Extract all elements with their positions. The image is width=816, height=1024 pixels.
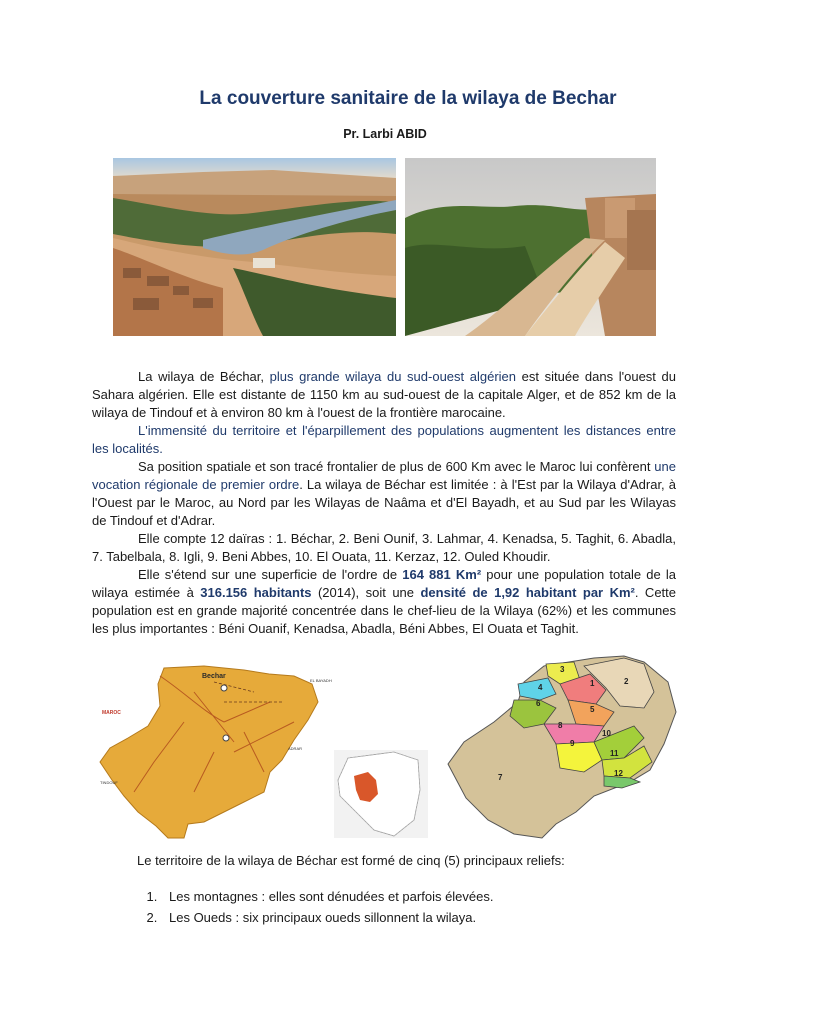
document-title: La couverture sanitaire de la wilaya de Bechar — [199, 88, 617, 109]
reliefs-section — [137, 852, 677, 930]
dairas-map — [444, 652, 680, 842]
list-item: 1. Les montagnes : elles sont dénudées et parfois élevées. — [161, 888, 677, 906]
map-tindouf-label: TINDOUF — [100, 780, 118, 785]
daira-label-11: 11 — [610, 749, 619, 758]
daira-label-2: 2 — [624, 677, 629, 686]
ksar-palm-grove-photo — [405, 158, 656, 336]
paragraph-position: Sa position spatiale et son tracé frontalier de plus de 600 Km avec le Maroc lui confèrent une vocation régionale de premier ordre. La wilaya de Béchar est limitée : à l'Est par la Wilaya d'Adrar, à l'Ouest par le Maroc, au Nord par les Wilayas de Naâma et d'El Bayadh, et au Sud par les Wilayas de Tindouf et d'Adrar. — [92, 459, 676, 528]
list-item: 2. Les Oueds : six principaux oueds sillonnent la wilaya. — [161, 909, 677, 927]
map-maroc-label: MAROC — [102, 710, 121, 716]
paragraph-dairas: Elle compte 12 daïras : 1. Béchar, 2. Beni Ounif, 3. Lahmar, 4. Kenadsa, 5. Taghit, 6. Abadla, 7. Tabelbala, 8. Igli, 9. Beni Abbes, 10. El Ouata, 11. Kerzaz, 12. Ouled Khoudir. — [92, 531, 676, 564]
paragraph-immensity: L'immensité du territoire et l'éparpillement des populations augmentent les distances entre les localités. — [92, 423, 676, 456]
river-oasis-photo — [113, 158, 396, 336]
algeria-locator-map — [334, 750, 428, 838]
daira-label-1: 1 — [590, 679, 595, 688]
daira-label-7: 7 — [498, 773, 503, 782]
author-name: Pr. Larbi ABID — [343, 127, 427, 141]
reliefs-intro: Le territoire de la wilaya de Béchar est formé de cinq (5) principaux reliefs: — [137, 853, 565, 868]
daira-label-10: 10 — [602, 729, 611, 738]
daira-label-6: 6 — [536, 699, 541, 708]
daira-label-5: 5 — [590, 705, 595, 714]
map-city-label: Bechar — [202, 673, 226, 680]
daira-label-9: 9 — [570, 739, 575, 748]
map-adrar-label: ADRAR — [288, 746, 303, 751]
body-text — [92, 368, 676, 638]
daira-label-8: 8 — [558, 721, 563, 730]
paragraph-population: Elle s'étend sur une superficie de l'ordre de 164 881 Km² pour une population totale de la wilaya estimée à 316.156 habitants (2014), soit une densité de 1,92 habitant par Km². Cette population est en grande majorité concentrée dans le chef-lieu de la Wilaya (62%) et les communes les plus importantes : Béni Ouanif, Kenadsa, Abadla, Béni Abbes, El Ouata et Taghit. — [92, 567, 677, 636]
map-el-bayadh-label: EL BAYADH — [310, 678, 332, 683]
reliefs-list — [137, 888, 677, 927]
daira-label-12: 12 — [614, 769, 623, 778]
wilaya-road-map — [94, 662, 332, 838]
daira-label-4: 4 — [538, 683, 543, 692]
daira-label-3: 3 — [560, 665, 565, 674]
paragraph-location: La wilaya de Béchar, plus grande wilaya du sud-ouest algérien est située dans l'ouest du Sahara algérien. Elle est distante de 1150 km au sud-ouest de la capitale Alger, et de 852 km de la wilaya de Tindouf et à environ 80 km à l'ouest de la frontière marocaine. — [92, 369, 677, 420]
